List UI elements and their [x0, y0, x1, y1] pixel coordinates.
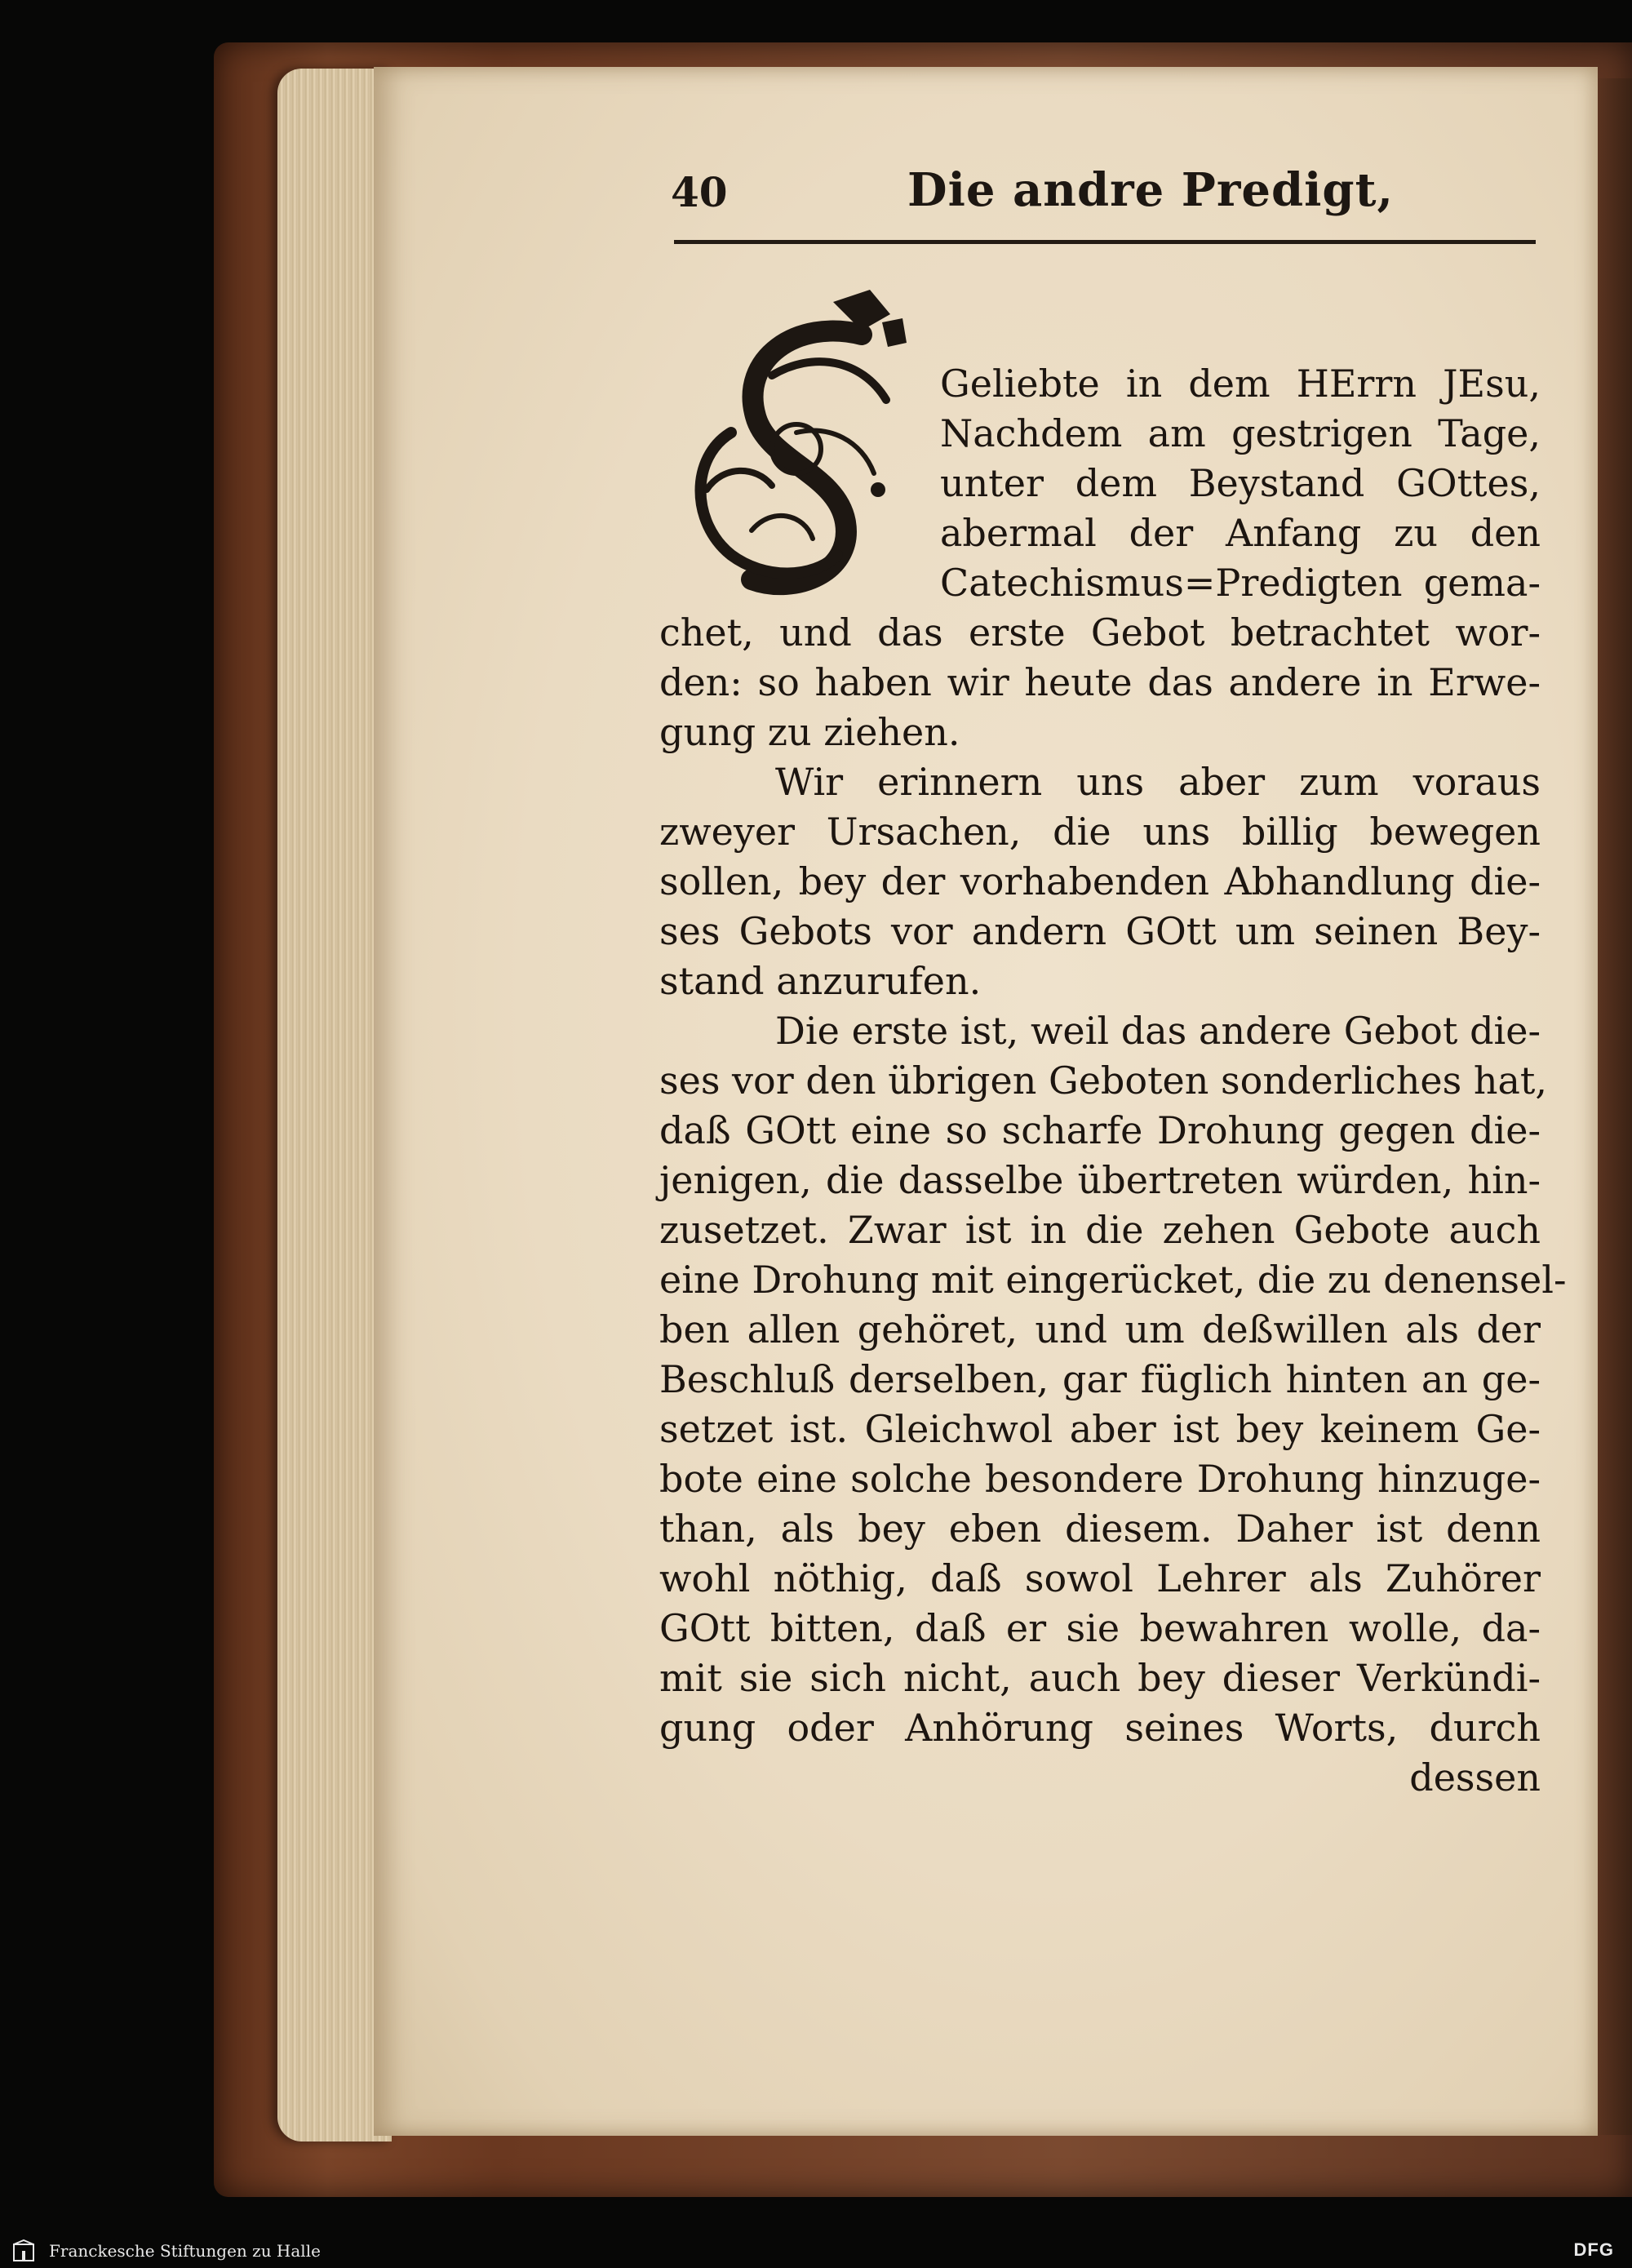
- text-line: setzet ist. Gleichwol aber ist bey keinem Ge-: [659, 1407, 1541, 1451]
- text-line: GOtt bitten, daß er sie bewahren wolle, da-: [659, 1606, 1541, 1650]
- text-line: zusetzet. Zwar ist in die zehen Gebote auch: [659, 1208, 1541, 1252]
- institution-name: Franckesche Stiftungen zu Halle: [49, 2241, 321, 2261]
- text-line: wohl nöthig, daß sowol Lehrer als Zuhörer: [659, 1556, 1541, 1600]
- institution-logo-icon: [11, 2239, 36, 2264]
- page-number: 40: [671, 168, 728, 216]
- text-line: Nachdem am gestrigen Tage,: [940, 411, 1541, 455]
- dfg-badge: DFG: [1573, 2239, 1614, 2260]
- running-title: Die andre Predigt,: [907, 163, 1394, 217]
- text-line: ben allen gehöret, und um deßwillen als der: [659, 1307, 1541, 1351]
- text-line: abermal der Anfang zu den: [940, 511, 1541, 555]
- text-line: Beschluß derselben, gar füglich hinten an ge-: [659, 1357, 1541, 1401]
- text-line: mit sie sich nicht, auch bey dieser Verkündi-: [659, 1656, 1541, 1700]
- body-text: [659, 359, 1567, 1803]
- text-line: gung zu ziehen.: [659, 710, 960, 754]
- text-line: jenigen, die dasselbe übertreten würden, hin-: [659, 1158, 1541, 1202]
- text-line: daß GOtt eine so scharfe Drohung gegen die-: [659, 1108, 1541, 1152]
- text-line: Wir erinnern uns aber zum voraus: [775, 760, 1541, 804]
- text-line: than, als bey eben diesem. Daher ist denn: [659, 1507, 1541, 1551]
- text-line: unter dem Beystand GOttes,: [940, 461, 1541, 505]
- facing-page-edge: [1598, 78, 1632, 2135]
- text-line: ses vor den übrigen Geboten sonderliches hat,: [659, 1059, 1548, 1103]
- text-line: ses Gebots vor andern GOtt um seinen Bey-: [659, 909, 1541, 953]
- text-line: zweyer Ursachen, die uns billig bewegen: [659, 810, 1541, 854]
- catchword: dessen: [1409, 1755, 1541, 1800]
- text-line: eine Drohung mit eingerücket, die zu denensel-: [659, 1258, 1567, 1302]
- header-rule: [674, 240, 1536, 244]
- page-header: [671, 163, 1536, 229]
- text-line: chet, und das erste Gebot betrachtet wor-: [659, 610, 1541, 655]
- text-line: Catechismus=Predigten gema-: [940, 561, 1541, 605]
- text-line: gung oder Anhörung seines Worts, durch: [659, 1706, 1541, 1750]
- text-line: bote eine solche besondere Drohung hinzuge-: [659, 1457, 1541, 1501]
- text-line: Geliebte in dem HErrn JEsu,: [940, 362, 1541, 406]
- text-line: stand anzurufen.: [659, 959, 982, 1003]
- text-line: den: so haben wir heute das andere in Erwe-: [659, 660, 1541, 704]
- text-line: sollen, bey der vorhabenden Abhandlung die-: [659, 859, 1541, 903]
- text-line: Die erste ist, weil das andere Gebot die-: [775, 1009, 1541, 1053]
